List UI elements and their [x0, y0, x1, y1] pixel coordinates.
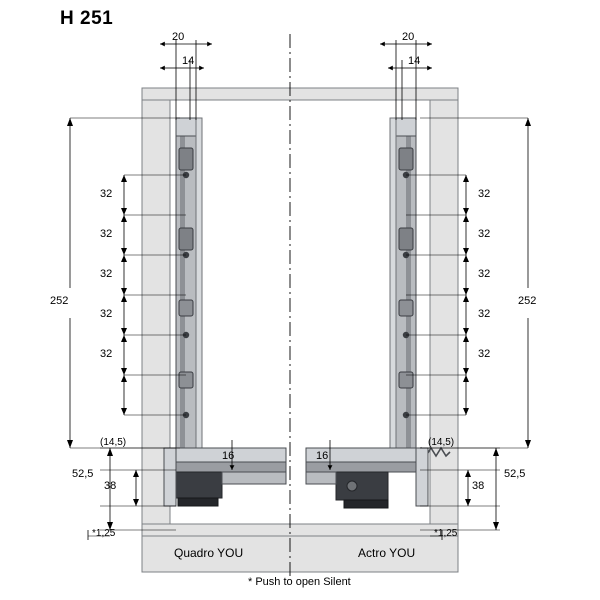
- dim-label-overall-left: 252: [50, 295, 69, 307]
- caption-right: Actro YOU: [358, 546, 416, 560]
- dim-label-pitch-left-5: 32: [100, 348, 113, 360]
- dim-label-base-right: *1,25: [434, 528, 458, 539]
- dim-label-lower-part-left: 38: [104, 480, 117, 492]
- dim-label-lower-total-right: 52,5: [504, 468, 526, 480]
- caption-left: Quadro YOU: [174, 546, 244, 560]
- dim-label-pitch-left-2: 32: [100, 228, 113, 240]
- dim-label-lower-total-left: 52,5: [72, 468, 94, 480]
- dim-label-pitch-left-4: 32: [100, 308, 113, 320]
- dim-label-top-inner-right: 14: [408, 55, 421, 67]
- dim-label-pitch-left-1: 32: [100, 188, 113, 200]
- dim-label-inner-left: 16: [222, 450, 235, 462]
- dim-label-overall-right: 252: [518, 295, 537, 307]
- dim-label-bracket-left: (14,5): [100, 437, 127, 448]
- dim-label-base-left: *1,25: [92, 528, 116, 539]
- dim-label-top-inner-left: 14: [182, 55, 195, 67]
- dim-label-bracket-right: (14,5): [428, 437, 455, 448]
- dim-label-pitch-left-3: 32: [100, 268, 113, 280]
- page-title: H 251: [60, 8, 114, 29]
- dim-label-pitch-right-5: 32: [478, 348, 491, 360]
- dim-label-pitch-right-4: 32: [478, 308, 491, 320]
- dim-label-top-outer-right: 20: [402, 31, 415, 43]
- dim-label-inner-right: 16: [316, 450, 329, 462]
- dim-label-pitch-right-3: 32: [478, 268, 491, 280]
- dim-top-right: [380, 40, 432, 120]
- dim-label-pitch-right-2: 32: [478, 228, 491, 240]
- dim-label-lower-part-right: 38: [472, 480, 485, 492]
- dim-label-pitch-right-1: 32: [478, 188, 491, 200]
- dim-label-top-outer-left: 20: [172, 31, 185, 43]
- footnote: * Push to open Silent: [248, 576, 351, 588]
- drawer-left-quadro: [164, 118, 286, 506]
